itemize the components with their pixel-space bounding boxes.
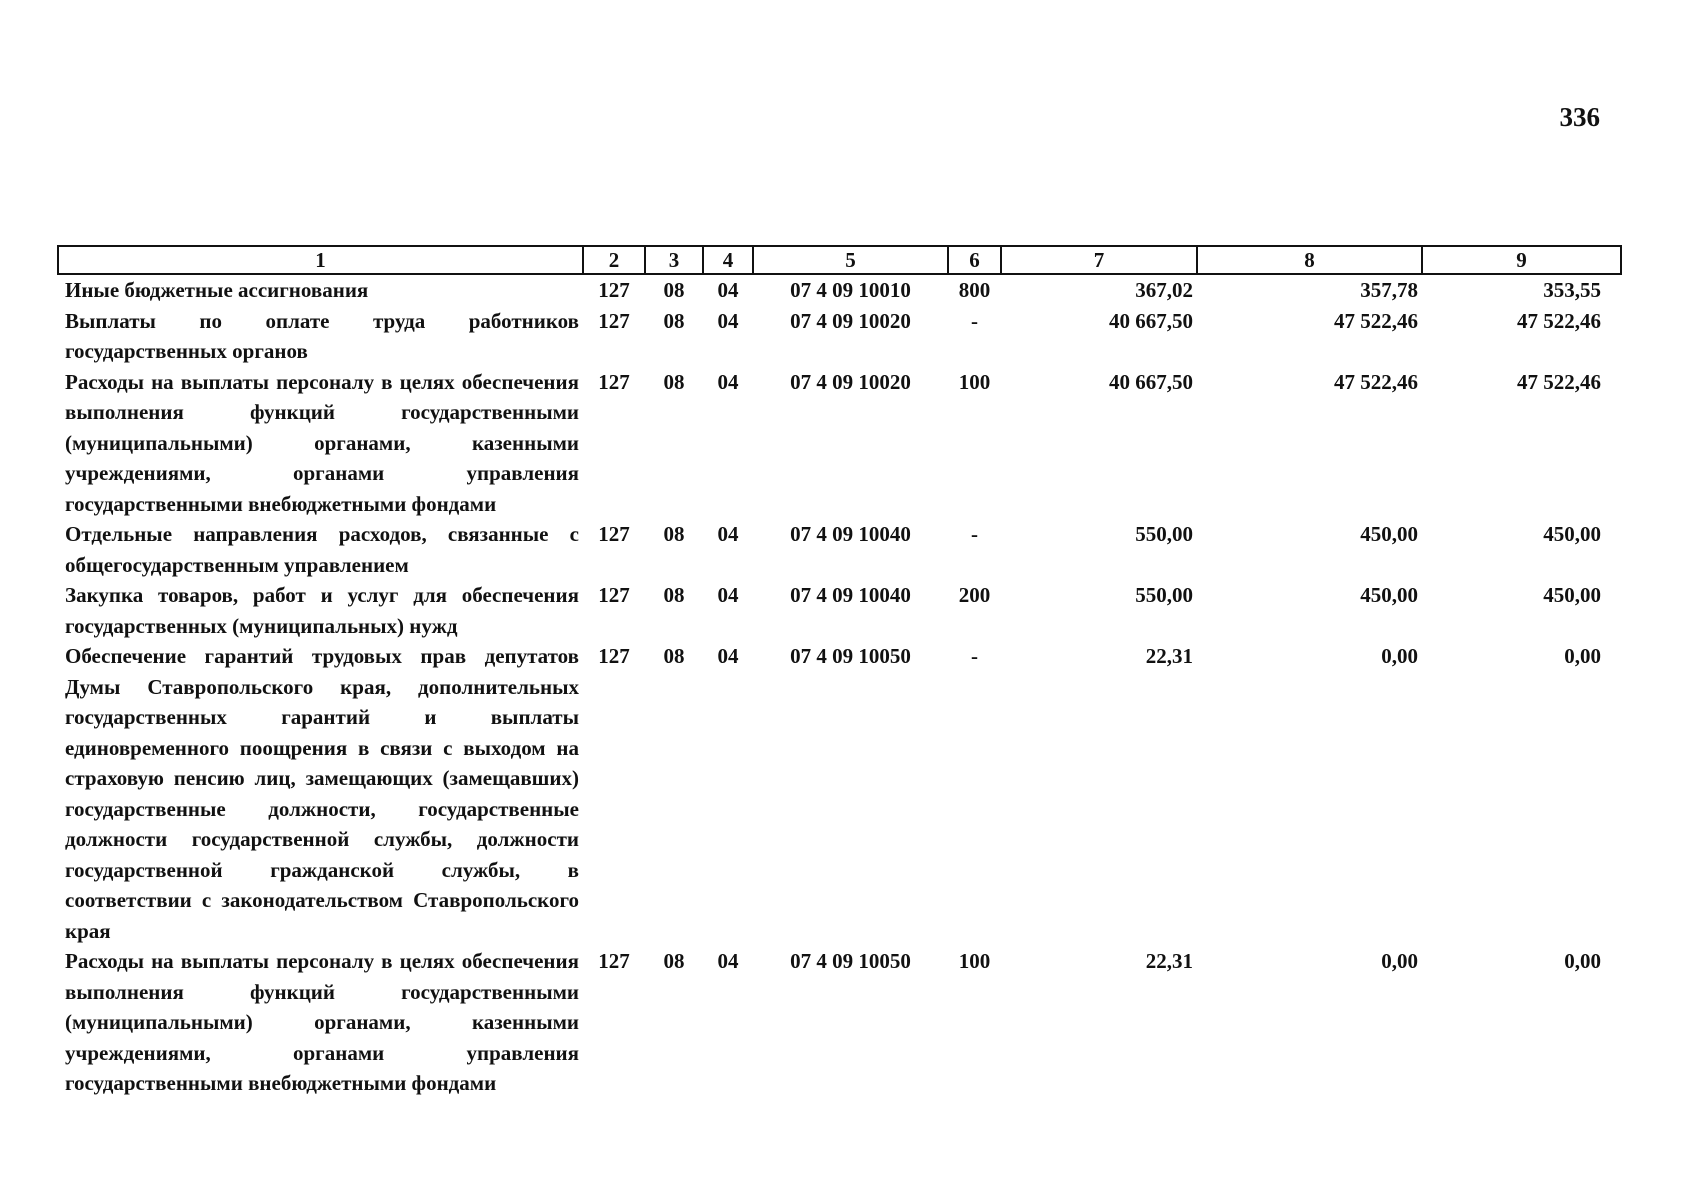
section-code: 08: [663, 308, 685, 333]
section-code: 08: [663, 369, 685, 394]
column-header-6: 6: [948, 246, 1001, 274]
subsection-code: 04: [717, 644, 739, 668]
expense-type-code: -: [971, 644, 978, 668]
amount-col-8: 0,00: [1381, 949, 1418, 973]
amount-col-9: 0,00: [1564, 949, 1601, 973]
subsection-code: 04: [717, 308, 739, 333]
page-number: 336: [1559, 102, 1600, 132]
amount-col-8: 47 522,46: [1334, 308, 1418, 333]
column-header-8: 8: [1197, 246, 1422, 274]
expense-type-code: -: [971, 522, 978, 546]
subsection-code: 04: [717, 278, 739, 302]
target-article-code: 07 4 09 10040: [790, 583, 911, 607]
ministry-code: 127: [598, 583, 630, 607]
table-row: [58, 946, 1621, 1099]
amount-col-9: 0,00: [1564, 644, 1601, 668]
amount-col-9: 450,00: [1543, 583, 1601, 607]
target-article-code: 07 4 09 10020: [790, 369, 911, 394]
target-article-code: 07 4 09 10050: [790, 644, 911, 668]
expense-name: Выплаты по оплате труда работников государственных органов: [65, 308, 579, 363]
target-article-code: 07 4 09 10020: [790, 308, 911, 333]
ministry-code: 127: [598, 278, 630, 302]
target-article-code: 07 4 09 10040: [790, 522, 911, 546]
column-header-4: 4: [703, 246, 753, 274]
ministry-code: 127: [598, 308, 630, 333]
subsection-code: 04: [717, 949, 739, 973]
amount-col-7: 22,31: [1145, 644, 1193, 668]
amount-col-9: 47 522,46: [1517, 308, 1601, 333]
ministry-code: 127: [598, 522, 630, 546]
ministry-code: 127: [598, 644, 630, 668]
amount-col-9: 47 522,46: [1517, 369, 1601, 394]
expense-name: Иные бюджетные ассигнования: [65, 278, 369, 302]
column-header-9: 9: [1422, 246, 1621, 274]
expense-name: Закупка товаров, работ и услуг для обеспечения государственных (муниципальных) нужд: [65, 583, 579, 638]
subsection-code: 04: [717, 583, 739, 607]
amount-col-8: 450,00: [1360, 522, 1418, 546]
expense-type-code: 100: [958, 949, 991, 973]
expense-name: Отдельные направления расходов, связанные с общегосударственным управлением: [65, 522, 579, 577]
amount-col-7: 22,31: [1145, 949, 1193, 973]
budget-table: [57, 245, 1622, 1099]
amount-col-8: 450,00: [1360, 583, 1418, 607]
expense-name: Расходы на выплаты персоналу в целях обеспечения выполнения функций государственными (муниципальными) органами, казенными учреждениями, органами управления государственными внебюджетными фондами: [65, 369, 579, 516]
section-code: 08: [663, 583, 685, 607]
amount-col-7: 40 667,50: [1109, 369, 1193, 394]
table-row: [58, 519, 1621, 580]
section-code: 08: [663, 522, 685, 546]
amount-col-8: 357,78: [1360, 278, 1418, 302]
target-article-code: 07 4 09 10010: [790, 278, 911, 302]
amount-col-8: 47 522,46: [1334, 369, 1418, 394]
header-row: [58, 246, 1621, 274]
column-header-3: 3: [645, 246, 703, 274]
column-header-7: 7: [1001, 246, 1197, 274]
table-row: [58, 274, 1621, 306]
subsection-code: 04: [717, 522, 739, 546]
expense-type-code: 100: [958, 369, 991, 394]
section-code: 08: [663, 644, 685, 668]
table-row: [58, 580, 1621, 641]
ministry-code: 127: [598, 949, 630, 973]
table-row: [58, 641, 1621, 946]
table-row: [58, 367, 1621, 520]
amount-col-7: 40 667,50: [1109, 308, 1193, 333]
ministry-code: 127: [598, 369, 630, 394]
expense-type-code: 200: [958, 583, 991, 607]
amount-col-7: 550,00: [1135, 522, 1193, 546]
amount-col-7: 550,00: [1135, 583, 1193, 607]
expense-name: Обеспечение гарантий трудовых прав депутатов Думы Ставропольского края, дополнительных государственных гарантий и выплаты единовременного поощрения в связи с выходом на страховую пенсию лиц, замещающих (замещавших) государственные должности, государственные должности государственной службы, должности государственной гражданской службы, в соответствии с законодательством Ставропольского края: [65, 644, 579, 943]
target-article-code: 07 4 09 10050: [790, 949, 911, 973]
expense-name: Расходы на выплаты персоналу в целях обеспечения выполнения функций государственными (муниципальными) органами, казенными учреждениями, органами управления государственными внебюджетными фондами: [65, 949, 579, 1095]
amount-col-9: 353,55: [1543, 278, 1601, 302]
amount-col-9: 450,00: [1543, 522, 1601, 546]
amount-col-7: 367,02: [1135, 278, 1193, 302]
expense-type-code: -: [971, 308, 978, 333]
subsection-code: 04: [717, 369, 739, 394]
section-code: 08: [663, 278, 685, 302]
table-row: [58, 306, 1621, 367]
amount-col-8: 0,00: [1381, 644, 1418, 668]
section-code: 08: [663, 949, 685, 973]
expense-type-code: 800: [958, 278, 991, 302]
column-header-1: 1: [58, 246, 583, 274]
column-header-5: 5: [753, 246, 948, 274]
column-header-2: 2: [583, 246, 645, 274]
